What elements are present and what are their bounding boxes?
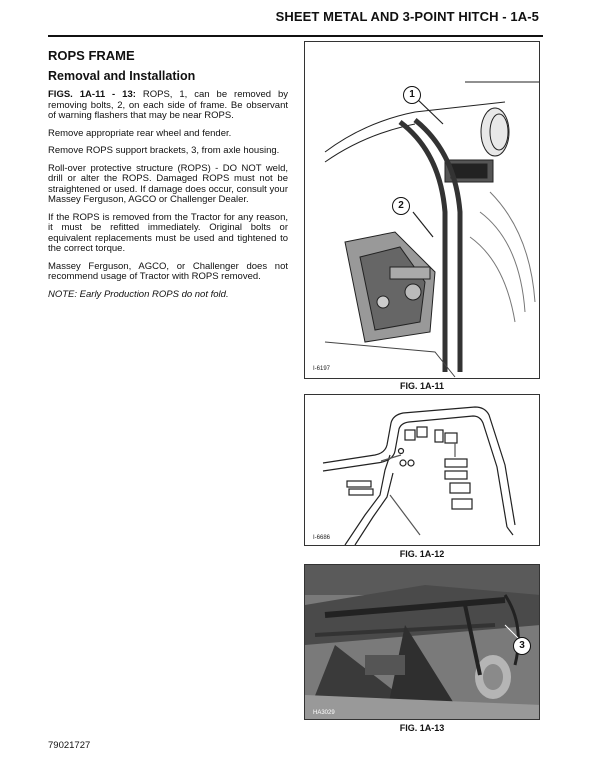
rops-mounting-illustration xyxy=(305,42,540,379)
paragraph-3: Remove ROPS support brackets, 3, from axle housing. xyxy=(48,145,280,156)
figure-1a-13 xyxy=(304,564,540,720)
paragraph-1-text: ROPS, 1, can be removed by removing bolts, 2, on each side of frame. Be observant of warning flashers that may be near ROPS. xyxy=(48,89,288,121)
rops-support-bracket-photo xyxy=(305,565,540,720)
figure-1a-11 xyxy=(304,41,540,379)
page-header-title: SHEET METAL AND 3-POINT HITCH - 1A-5 xyxy=(275,9,539,24)
figure-1a-12 xyxy=(304,394,540,546)
callout-2: 2 xyxy=(392,197,410,215)
figure-caption-1a-11: FIG. 1A-11 xyxy=(399,381,444,391)
section-title: ROPS FRAME xyxy=(48,48,135,63)
paragraph-2: Remove appropriate rear wheel and fender. xyxy=(48,127,232,139)
figure-id: I-6197 xyxy=(313,366,331,372)
note: NOTE: Early Production ROPS do not fold. xyxy=(48,288,229,300)
rops-exploded-view xyxy=(305,395,540,546)
figure-id: I-6686 xyxy=(313,535,331,541)
header-rule xyxy=(48,35,543,37)
figure-id: HA3029 xyxy=(313,710,335,716)
callout-3: 3 xyxy=(513,637,531,655)
paragraph-4: Roll-over protective structure (ROPS) - DO NOT weld, drill or alter the ROPS. Damaged ROPS must not be straightened or used. If damage does occur, consult your Massey Ferguson, AGCO or Challenger Dealer. xyxy=(48,162,288,205)
figure-caption-1a-12: FIG. 1A-12 xyxy=(399,549,445,559)
document-number: 79021727 xyxy=(48,740,91,751)
paragraph-6: Massey Ferguson, AGCO, or Challenger does not recommend usage of Tractor with ROPS removed. xyxy=(48,260,288,282)
paragraph-5: If the ROPS is removed from the Tractor for any reason, it must be refitted immediately. Original bolts or equivalent replacements must be used and tightened to the correct torque. xyxy=(48,211,288,254)
paragraph-1 xyxy=(48,90,288,122)
figure-reference: FIGS. 1A-11 - 13: xyxy=(48,89,136,100)
figure-caption-1a-13: FIG. 1A-13 xyxy=(399,723,445,733)
body-text xyxy=(48,90,288,307)
subsection-title: Removal and Installation xyxy=(48,69,196,83)
callout-1: 1 xyxy=(403,86,421,104)
